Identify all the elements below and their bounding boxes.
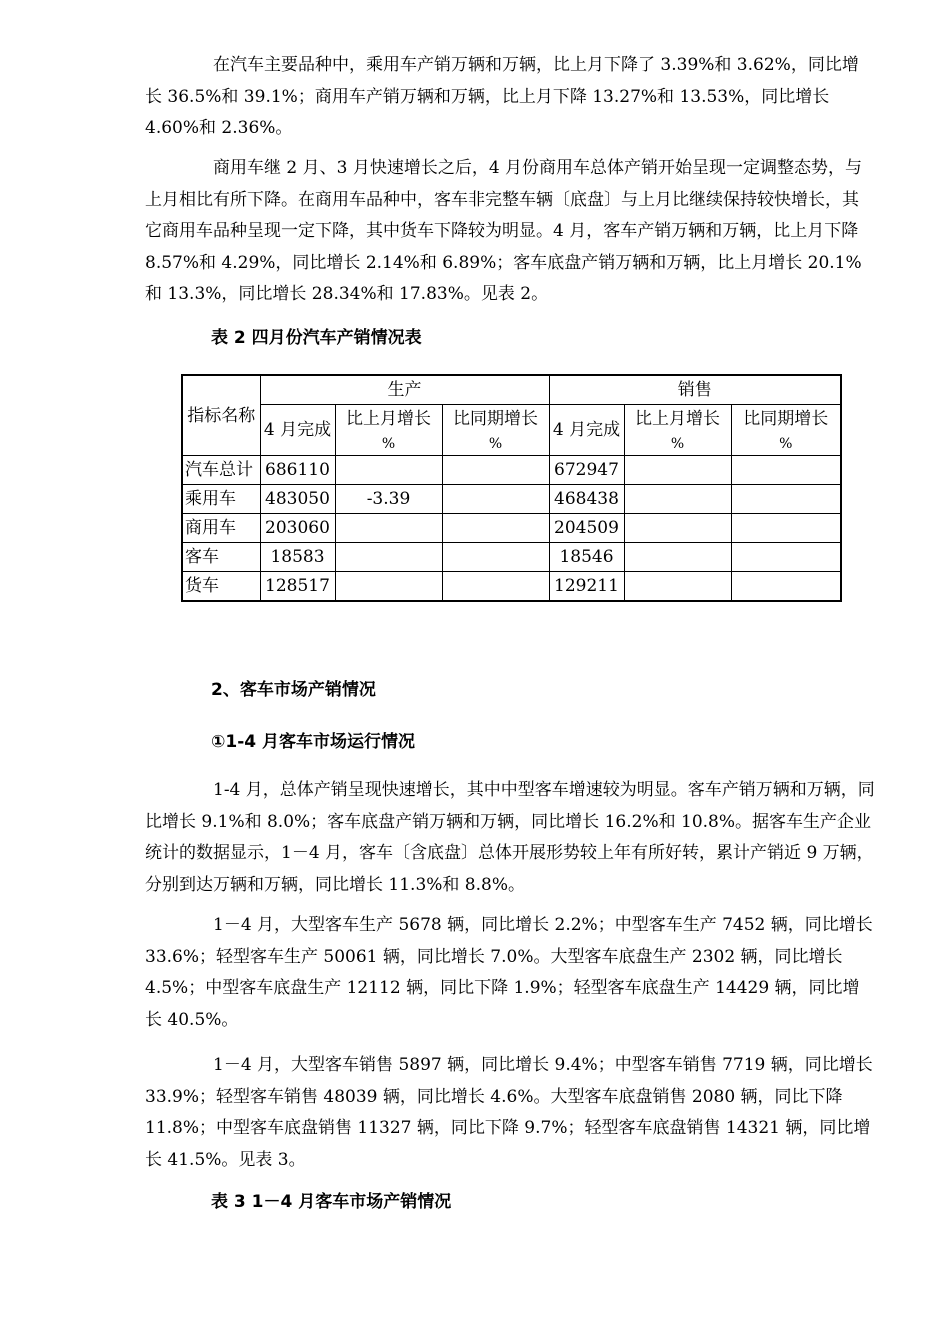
header-prod-april-done: 4 月完成 bbox=[260, 405, 335, 456]
header-prod-yoy bbox=[442, 405, 549, 456]
table-row bbox=[182, 572, 841, 602]
header-sales-april-done: 4 月完成 bbox=[549, 405, 624, 456]
cell-sales: 204509 bbox=[549, 514, 624, 543]
cell-prod-mom bbox=[335, 514, 442, 543]
cell-prod-yoy bbox=[442, 514, 549, 543]
table-subheader-row bbox=[182, 405, 841, 456]
table-row bbox=[182, 485, 841, 514]
header-prod-mom-label: 比上月增长 bbox=[346, 409, 431, 429]
cell-prod: 203060 bbox=[260, 514, 335, 543]
cell-sales: 18546 bbox=[549, 543, 624, 572]
cell-sales-yoy bbox=[731, 485, 841, 514]
cell-sales-yoy bbox=[731, 456, 841, 485]
cell-prod-mom bbox=[335, 572, 442, 602]
header-production: 生产 bbox=[260, 375, 549, 405]
cell-prod-mom: -3.39 bbox=[335, 485, 442, 514]
header-sales-mom bbox=[624, 405, 731, 456]
cell-sales-yoy bbox=[731, 543, 841, 572]
cell-prod: 18583 bbox=[260, 543, 335, 572]
cell-sales-mom bbox=[624, 485, 731, 514]
paragraph-bus-sales: 1－4 月，大型客车销售 5897 辆，同比增长 9.4%；中型客车销售 7719 辆，同比增长 33.9%；轻型客车销售 48039 辆，同比增长 4.6%。大型客车底盘销售 2080 辆，同比下降 11.8%；中型客车底盘销售 11327 辆，同比下降 9.7%；轻型客车底盘销售 14321 辆，同比增长 41.5%。见表 3。 bbox=[145, 1055, 873, 1170]
header-sales-yoy-unit: % bbox=[779, 436, 793, 452]
header-sales: 销售 bbox=[549, 375, 841, 405]
header-sales-mom-label: 比上月增长 bbox=[635, 409, 720, 429]
table3-title: 表 3 1－4 月客车市场产销情况 bbox=[211, 1192, 452, 1212]
subsection-heading-jan-apr: ①1-4 月客车市场运行情况 bbox=[211, 732, 416, 752]
cell-sales: 672947 bbox=[549, 456, 624, 485]
table-row bbox=[182, 456, 841, 485]
april-production-sales-table bbox=[181, 374, 842, 602]
header-prod-mom bbox=[335, 405, 442, 456]
cell-prod-yoy bbox=[442, 485, 549, 514]
header-sales-yoy-label: 比同期增长 bbox=[743, 409, 829, 429]
header-prod-yoy-label: 比同期增长 bbox=[453, 409, 538, 429]
row-name: 货车 bbox=[182, 572, 260, 602]
cell-sales-mom bbox=[624, 514, 731, 543]
table-header-row bbox=[182, 375, 841, 405]
row-name: 商用车 bbox=[182, 514, 260, 543]
section-heading-bus-market: 2、客车市场产销情况 bbox=[211, 680, 376, 700]
row-name: 客车 bbox=[182, 543, 260, 572]
header-indicator-name: 指标名称 bbox=[182, 375, 260, 456]
table-row bbox=[182, 543, 841, 572]
cell-sales-mom bbox=[624, 456, 731, 485]
header-prod-yoy-unit: % bbox=[488, 436, 503, 452]
paragraph-vehicle-types: 在汽车主要品种中，乘用车产销万辆和万辆，比上月下降了 3.39%和 3.62%，同比增长 36.5%和 39.1%；商用车产销万辆和万辆，比上月下降 13.27%和 13.53%，同比增长 4.60%和 2.36%。 bbox=[145, 55, 859, 138]
cell-sales: 129211 bbox=[549, 572, 624, 602]
header-sales-mom-unit: % bbox=[670, 436, 685, 452]
paragraph-bus-overview: 1-4 月，总体产销呈现快速增长，其中中型客车增速较为明显。客车产销万辆和万辆，同比增长 9.1%和 8.0%；客车底盘产销万辆和万辆，同比增长 16.2%和 10.8%。据客车生产企业统计的数据显示，1－4 月，客车〔含底盘〕总体开展形势较上年有所好转，累计产销近 9 万辆，分别到达万辆和万辆，同比增长 11.3%和 8.8%。 bbox=[145, 780, 875, 895]
paragraph-bus-production: 1－4 月，大型客车生产 5678 辆，同比增长 2.2%；中型客车生产 7452 辆，同比增长 33.6%；轻型客车生产 50061 辆，同比增长 7.0%。大型客车底盘生产 2302 辆，同比增长 4.5%；中型客车底盘生产 12112 辆，同比下降 1.9%；轻型客车底盘生产 14429 辆，同比增长 40.5%。 bbox=[145, 915, 873, 1030]
cell-prod-mom bbox=[335, 456, 442, 485]
paragraph-commercial-vehicles: 商用车继 2 月、3 月快速增长之后，4 月份商用车总体产销开始呈现一定调整态势，与上月相比有所下降。在商用车品种中，客车非完整车辆〔底盘〕与上月比继续保持较快增长，其它商用车品种呈现一定下降，其中货车下降较为明显。4 月，客车产销万辆和万辆，比上月下降 8.57%和 4.29%，同比增长 2.14%和 6.89%；客车底盘产销万辆和万辆，比上月增长 20.1%和 13.3%，同比增长 28.34%和 17.83%。见表 2。 bbox=[145, 158, 863, 304]
cell-prod-yoy bbox=[442, 572, 549, 602]
table-row bbox=[182, 514, 841, 543]
row-name: 汽车总计 bbox=[182, 456, 260, 485]
cell-sales-mom bbox=[624, 572, 731, 602]
table2-title: 表 2 四月份汽车产销情况表 bbox=[211, 328, 422, 348]
cell-prod-yoy bbox=[442, 543, 549, 572]
cell-prod-mom bbox=[335, 543, 442, 572]
row-name: 乘用车 bbox=[182, 485, 260, 514]
header-prod-mom-unit: % bbox=[381, 436, 396, 452]
cell-sales-yoy bbox=[731, 514, 841, 543]
cell-sales-mom bbox=[624, 543, 731, 572]
cell-prod: 686110 bbox=[260, 456, 335, 485]
cell-sales: 468438 bbox=[549, 485, 624, 514]
cell-prod: 483050 bbox=[260, 485, 335, 514]
header-sales-yoy bbox=[731, 405, 841, 456]
cell-prod-yoy bbox=[442, 456, 549, 485]
cell-sales-yoy bbox=[731, 572, 841, 602]
cell-prod: 128517 bbox=[260, 572, 335, 602]
